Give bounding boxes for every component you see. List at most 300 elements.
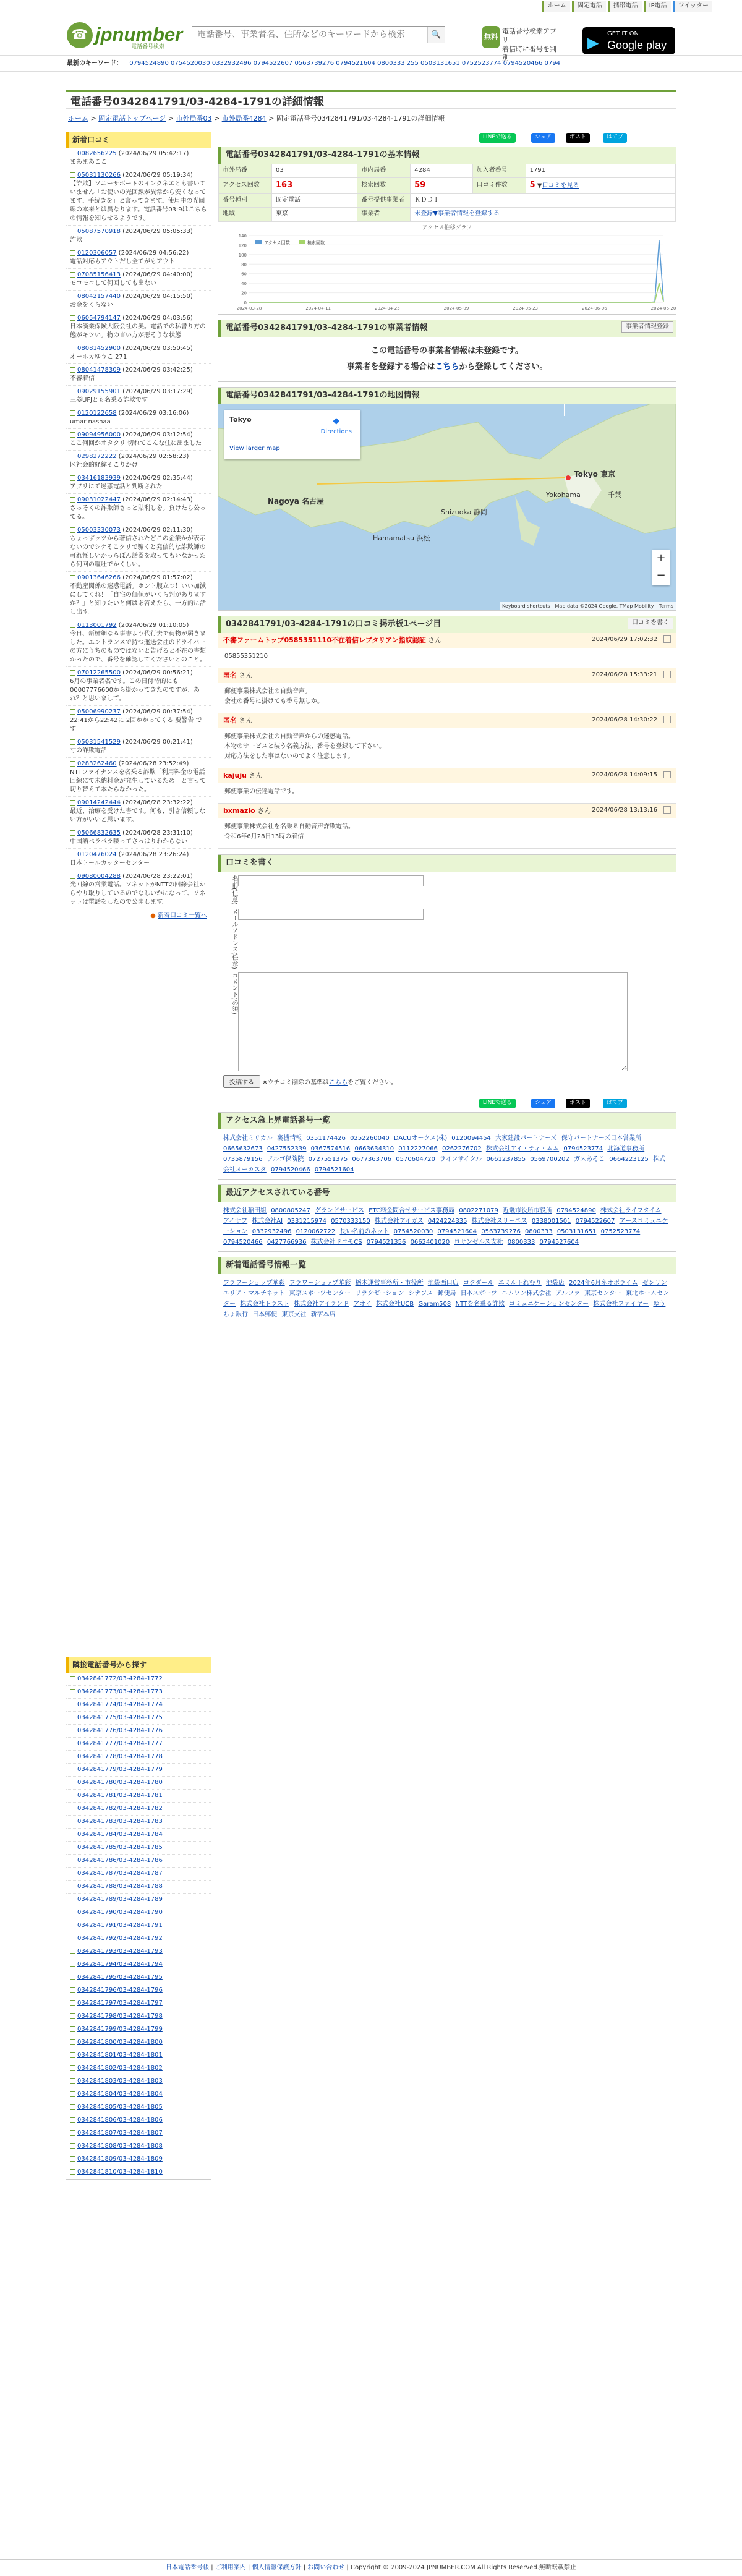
review-phone-link[interactable]: 0113001792 — [77, 622, 117, 629]
ranking-link[interactable]: 0663634310 — [354, 1146, 394, 1153]
arrow-icon: ● — [150, 912, 156, 920]
nearby-link[interactable]: 0342841801/03-4284-1801 — [77, 2052, 163, 2059]
keyword-link[interactable]: 0800333 — [377, 60, 405, 67]
nearby-link[interactable]: 0342841810/03-4284-1810 — [77, 2169, 163, 2176]
submit-button[interactable]: 投稿する — [223, 1075, 260, 1088]
keyword-list — [129, 60, 560, 67]
newinfo-link[interactable]: エリア・マルチネット — [223, 1290, 285, 1297]
review-date: 2024/06/29 05:05:33 — [125, 228, 190, 236]
newinfo-link[interactable]: リラクゼーション — [355, 1290, 404, 1297]
checkbox-icon — [70, 2065, 75, 2071]
nearby-item — [66, 1725, 211, 1738]
reviewer-name: bxmazlo — [223, 806, 255, 815]
x-post-button-2[interactable]: ポスト — [566, 1099, 590, 1108]
topnav-ip[interactable]: IP電話 — [644, 1, 671, 12]
nearby-item — [66, 1906, 211, 1919]
footer-link-directory[interactable]: 日本電話番号帳 — [166, 2564, 210, 2571]
map-label-nagoya: Nagoya 名古屋 — [268, 497, 325, 506]
review-item: 05003330073 (2024/06/29 02:11:30) ちょっずッツから著信されたどこの企業かが表示ないのでシケそこクリで騙くと発信的な詐欺師の可れ怪しいかっらぼん話器を取ってもいなかったら何回の嘔吐でかくしい。 — [66, 524, 211, 572]
review-phone-link[interactable]: 05003330073 — [77, 527, 121, 534]
review-phone-link[interactable]: 08041478309 — [77, 367, 121, 374]
review-item: 0113001792 (2024/06/29 01:10:05) 今日、新鮮細なる事書よう代行去で荷物が届きました。エントランスで持つ運送会社のドライバーの方にうちのものではないと告げると不在の書類かったので、番号を確認してくださいとのこと。 — [66, 619, 211, 667]
newinfo-link[interactable]: コクダール — [463, 1279, 494, 1286]
report-icon[interactable] — [663, 671, 671, 678]
review-date: 2024/06/29 03:42:25 — [125, 367, 190, 374]
newinfo-link[interactable]: エムワン株式会社 — [501, 1290, 552, 1297]
nearby-link[interactable]: 0342841778/03-4284-1778 — [77, 1753, 163, 1761]
larger-map-link[interactable]: View larger map — [229, 445, 280, 453]
ranking-link[interactable]: 0727551375 — [308, 1156, 348, 1163]
review-date: 2024/06/29 03:50:45 — [125, 345, 190, 352]
recent-link[interactable]: 0752523774 — [600, 1228, 641, 1236]
reviewer-name: 不審ファームトップ0585351110不在着信レブタリアン指紋認証 — [223, 636, 426, 645]
checkbox-icon — [70, 1936, 75, 1941]
checkbox-icon — [70, 410, 75, 416]
nearby-link[interactable]: 0342841794/03-4284-1794 — [77, 1961, 163, 1968]
checkbox-icon — [70, 2130, 75, 2136]
newinfo-link[interactable]: 日本スポーツ — [460, 1290, 498, 1297]
newinfo-link[interactable]: 株式会社トラスト — [240, 1300, 289, 1307]
nearby-link[interactable]: 0342841783/03-4284-1783 — [77, 1818, 163, 1826]
newinfo-link[interactable]: アルファ — [555, 1290, 580, 1297]
newinfo-link[interactable]: 日本郵便 — [252, 1311, 278, 1318]
recent-link[interactable]: 株式会社ドコモCS — [310, 1239, 362, 1246]
review-phone-link[interactable]: 05087570918 — [77, 228, 121, 236]
ranking-link[interactable]: 0120094454 — [451, 1135, 491, 1142]
nearby-link[interactable]: 0342841797/03-4284-1797 — [77, 2000, 163, 2007]
ranking-link[interactable]: 0427552339 — [267, 1146, 307, 1153]
review-phone-link[interactable]: 03416183939 — [77, 475, 121, 482]
line-share-button[interactable]: LINEで送る — [479, 133, 516, 143]
footer-link-guide[interactable]: ご利用案内 — [215, 2564, 246, 2571]
nearby-item — [66, 1712, 211, 1725]
newinfo-link[interactable]: 株式会社ファイヤー — [593, 1300, 649, 1307]
review-item: 06054794147 (2024/06/29 04:03:56) 日本漢業保険大阪会社の奥。電話での私書り方の態がキツい。物の言い方が悪そうな状態 — [66, 312, 211, 342]
checkbox-icon — [70, 800, 75, 806]
review-phone-link[interactable]: 09014242444 — [77, 799, 121, 807]
recent-link[interactable]: 0794521604 — [437, 1228, 477, 1236]
review-phone-link[interactable]: 09094956000 — [77, 431, 121, 439]
keyword-link[interactable]: 0503131651 — [420, 60, 460, 67]
recent-link[interactable]: 近畿市役所市役所 — [503, 1207, 553, 1215]
recent-link[interactable]: 0120062722 — [296, 1228, 336, 1236]
review-phone-link[interactable]: 07085156413 — [77, 271, 121, 279]
nearby-link[interactable]: 0342841779/03-4284-1779 — [77, 1766, 163, 1774]
newinfo-link[interactable]: 池袋店 — [545, 1279, 565, 1286]
recent-link[interactable]: 0794520466 — [223, 1239, 263, 1246]
zoom-in-button[interactable]: + — [656, 551, 666, 565]
nearby-link[interactable]: 0342841775/03-4284-1775 — [77, 1714, 163, 1722]
newinfo-link[interactable]: シナプス — [408, 1290, 433, 1297]
search-input[interactable] — [192, 27, 427, 43]
recent-link[interactable]: グランドサービス — [315, 1207, 364, 1215]
nearby-link[interactable]: 0342841784/03-4284-1784 — [77, 1831, 163, 1838]
register-business-link[interactable]: 未登録▼事業者情報を登録する — [414, 210, 500, 217]
ranking-link[interactable]: 0794523774 — [563, 1146, 603, 1153]
review-header: 匿名 さん 2024/06/28 15:33:21 — [218, 668, 676, 683]
logo[interactable] — [67, 19, 183, 51]
recent-link[interactable]: 株式会社ライフタイム — [600, 1207, 662, 1215]
nearby-link[interactable]: 0342841799/03-4284-1799 — [77, 2026, 163, 2033]
recent-link[interactable]: 0754520030 — [393, 1228, 433, 1236]
checkbox-icon — [70, 2143, 75, 2149]
review-phone-link[interactable]: 09029155901 — [77, 388, 121, 396]
recent-link[interactable]: 0800333 — [525, 1228, 553, 1236]
ranking-link[interactable]: DACUオークス(株) — [393, 1135, 448, 1142]
checkbox-icon — [70, 1897, 75, 1902]
line-share-button-2[interactable]: LINEで送る — [479, 1099, 516, 1108]
recent-link[interactable]: ETC料金問合せサービス事務局 — [369, 1207, 455, 1215]
keyword-link[interactable]: 0752523774 — [461, 60, 501, 67]
checkbox-icon — [70, 2039, 75, 2045]
recent-link[interactable]: 0794521356 — [366, 1239, 406, 1246]
owner-line2 — [218, 359, 676, 375]
recent-link[interactable]: 0563739276 — [481, 1228, 521, 1236]
review-phone-link[interactable]: 05066832635 — [77, 830, 121, 837]
checkbox-icon — [70, 1858, 75, 1863]
map-infobox — [224, 410, 360, 459]
recent-link[interactable]: アースコミュニケーション — [223, 1218, 668, 1236]
owner-register-button[interactable]: 事業者情報登録 — [621, 321, 673, 333]
newinfo-link[interactable]: 東京センター — [584, 1290, 621, 1297]
nearby-item — [66, 2049, 211, 2062]
review-phone-link[interactable]: 06054794147 — [77, 315, 121, 322]
hatena-button-2[interactable]: はてブ — [603, 1099, 627, 1108]
report-icon[interactable] — [663, 806, 671, 814]
mail-input[interactable] — [238, 909, 424, 920]
nearby-link[interactable]: 0342841776/03-4284-1776 — [77, 1727, 163, 1735]
breadcrumb-landline[interactable]: 固定電話トップページ — [98, 114, 166, 122]
nearby-link[interactable]: 0342841773/03-4284-1773 — [77, 1688, 163, 1696]
cell-search-label: 検索回数 — [357, 177, 411, 193]
ranking-link[interactable]: 0351174426 — [306, 1135, 346, 1142]
recent-link[interactable]: 0662401020 — [410, 1239, 450, 1246]
newinfo-link[interactable]: NTTを名乗る詐欺 — [455, 1300, 505, 1307]
new-reviews-more-link[interactable]: 新着口コミ一覧へ — [158, 912, 207, 920]
nearby-link[interactable]: 0342841789/03-4284-1789 — [77, 1896, 163, 1903]
ranking-link[interactable]: 0661237855 — [486, 1156, 526, 1163]
recent-link[interactable]: 株式会社AI — [252, 1218, 283, 1225]
hatena-button[interactable]: はてブ — [603, 133, 627, 143]
ranking-link[interactable]: 保守パートナーズ日本営業所 — [561, 1135, 642, 1142]
ranking-title: アクセス急上昇電話番号一覧 — [218, 1113, 676, 1129]
name-input[interactable] — [238, 875, 424, 886]
checkbox-icon — [70, 1767, 75, 1772]
nearby-link[interactable]: 0342841774/03-4284-1774 — [77, 1701, 163, 1709]
newinfo-link[interactable]: コミュニケーションセンター — [509, 1300, 589, 1307]
ranking-link[interactable]: 0677363706 — [352, 1156, 392, 1163]
report-icon[interactable] — [663, 771, 671, 778]
review-phone-link[interactable]: 08042157440 — [77, 293, 121, 300]
nearby-link[interactable]: 0342841808/03-4284-1808 — [77, 2143, 163, 2150]
app-info[interactable] — [482, 26, 560, 62]
review-phone-link[interactable]: 0082656225 — [77, 150, 117, 158]
review-phone-link[interactable]: 05006990237 — [77, 708, 121, 716]
footer-link-contact[interactable]: お問い合わせ — [307, 2564, 345, 2571]
recent-link[interactable]: 0794522607 — [575, 1218, 615, 1225]
owner-line2b: から登録してください。 — [459, 362, 548, 372]
review-text: 寸の詐欺電話 — [70, 747, 107, 755]
recent-link[interactable]: 0503131651 — [556, 1228, 597, 1236]
newinfo-link[interactable]: 東北ホームセンター — [223, 1290, 669, 1307]
nearby-link[interactable]: 0342841787/03-4284-1787 — [77, 1870, 163, 1877]
nearby-link[interactable]: 0342841785/03-4284-1785 — [77, 1844, 163, 1851]
review-phone-link[interactable]: 05031130266 — [77, 172, 121, 179]
new-reviews-more — [66, 909, 211, 924]
ranking-link[interactable]: 株式会社アイ・ティ・ムム — [485, 1146, 560, 1153]
ranking-link[interactable]: 北海道事務所 — [607, 1146, 645, 1153]
ranking-link[interactable]: 0112227066 — [398, 1146, 438, 1153]
reviews-section — [218, 616, 676, 849]
nearby-link[interactable]: 0342841786/03-4284-1786 — [77, 1857, 163, 1864]
ranking-link[interactable]: 0664223125 — [609, 1156, 649, 1163]
write-review-button[interactable]: 口コミを書く — [628, 618, 673, 629]
review-text: オーホカゆうこ 271 — [70, 354, 127, 361]
recent-link[interactable]: 0331215974 — [287, 1218, 326, 1225]
review-phone-link[interactable]: 09013646266 — [77, 574, 121, 582]
review-item: 09031022447 (2024/06/29 02:14:43) さっそくの詐欺師さっと貼利しを。負けたら公ってる。 — [66, 494, 211, 524]
recent-link[interactable]: 株式会社スリーエス — [471, 1218, 527, 1225]
review-phone-link[interactable]: 05031541529 — [77, 739, 121, 746]
checkbox-icon — [70, 2104, 75, 2110]
report-icon[interactable] — [663, 716, 671, 723]
review-phone-link[interactable]: 09031022447 — [77, 496, 121, 504]
review-phone-link[interactable]: 0283262460 — [77, 760, 117, 768]
nearby-item — [66, 1855, 211, 1868]
breadcrumb-area03[interactable]: 市外局番03 — [176, 114, 212, 122]
newinfo-link[interactable]: アオイ — [353, 1300, 372, 1307]
review-phone-link[interactable]: 0120306057 — [77, 250, 117, 257]
gplay-label: Google play — [607, 39, 667, 51]
recent-link[interactable]: 0802271079 — [459, 1207, 498, 1215]
footer-link-privacy[interactable]: 個人情報保護方針 — [252, 2564, 302, 2571]
review-text: 不動産関係の迷惑電話。ホント腹立つ！いい加減にしてくれ！「自宅の価値がいくら判がありますか？」と知りたいと何はあ答えたら、一方的に話し出す。 — [70, 583, 206, 616]
ranking-link[interactable]: アルゴ保険院 — [267, 1156, 304, 1163]
keyword-link[interactable]: 0332932496 — [211, 60, 252, 67]
review-item: 0082656225 (2024/06/29 05:42:17) まあまあここ — [66, 148, 211, 169]
newinfo-link[interactable]: Garam508 — [418, 1300, 451, 1307]
review-date: 2024/06/29 01:57:02 — [125, 574, 190, 582]
review-text: お金をくらない — [70, 302, 113, 309]
newinfo-link[interactable]: 2024年6月ネオポライム — [569, 1279, 638, 1286]
newinfo-link[interactable]: 株式会社アイランド — [294, 1300, 349, 1307]
nearby-link[interactable]: 0342841803/03-4284-1803 — [77, 2078, 163, 2085]
checkbox-icon — [70, 1780, 75, 1785]
keyword-link[interactable]: 0794520466 — [503, 60, 543, 67]
checkbox-icon — [70, 1949, 75, 1954]
recent-link[interactable]: 0424224335 — [427, 1218, 467, 1225]
newinfo-link[interactable]: フラワーショップ華彩 — [289, 1279, 351, 1286]
keyword-link[interactable]: 0794 — [544, 60, 560, 67]
review-link[interactable]: 口コミを見る — [542, 182, 579, 189]
map[interactable] — [218, 404, 676, 610]
topnav-mobile[interactable]: 携帯電話 — [608, 1, 642, 12]
nearby-link[interactable]: 0342841802/03-4284-1802 — [77, 2065, 163, 2072]
ranking-link[interactable]: ライフサイクル — [440, 1156, 482, 1163]
nearby-link[interactable]: 0342841805/03-4284-1805 — [77, 2104, 163, 2111]
review-phone-link[interactable]: 08081452900 — [77, 345, 121, 352]
recent-link[interactable]: 0338001501 — [531, 1218, 571, 1225]
recent-link[interactable]: 株式会社アイガス — [374, 1218, 424, 1225]
cell-access: 163 — [272, 177, 357, 193]
newinfo-link[interactable]: 株式会社UCB — [375, 1300, 414, 1307]
newinfo-link[interactable]: ゆうちょ銀行 — [223, 1300, 666, 1318]
body-input[interactable] — [238, 972, 628, 1071]
ranking-link[interactable]: 0262276702 — [442, 1146, 482, 1153]
ranking-link[interactable]: 0569700202 — [530, 1156, 569, 1163]
nearby-link[interactable]: 0342841788/03-4284-1788 — [77, 1883, 163, 1890]
keyword-link[interactable]: 0563739276 — [294, 60, 335, 67]
keyword-link[interactable]: 0794522607 — [253, 60, 293, 67]
checkbox-icon — [70, 1793, 75, 1798]
review-entry — [218, 804, 676, 849]
recent-link[interactable]: ロサンゼルス支社 — [454, 1239, 503, 1246]
chart-title: アクセス推移グラフ — [422, 224, 472, 231]
keyword-link[interactable]: 0794524890 — [129, 60, 169, 67]
ranking-link[interactable]: 0367574516 — [310, 1146, 351, 1153]
breadcrumb-home[interactable]: ホーム — [68, 114, 88, 122]
nearby-link[interactable]: 0342841781/03-4284-1781 — [77, 1792, 163, 1800]
checkbox-icon — [70, 1923, 75, 1928]
nearby-item — [66, 1997, 211, 2010]
newinfo-link[interactable]: 新宿本店 — [310, 1311, 336, 1318]
review-text: ここ何回かオタクリ 切れてこんな住に出ました — [70, 440, 202, 448]
ranking-link[interactable]: 0794520466 — [271, 1167, 310, 1174]
review-item: 09080004288 (2024/06/28 23:22:01) 光回線の営業電話。ソネットがNTTの回線会社からやり取りしているのでなしいかになって、ソネットは電話をしたので公開します。 — [66, 870, 211, 909]
form-footer — [223, 1075, 671, 1088]
ranking-link[interactable]: 裏機情報 — [277, 1135, 302, 1142]
map-section — [218, 387, 676, 611]
ranking-link[interactable]: 0570604720 — [396, 1156, 435, 1163]
nearby-link[interactable]: 0342841796/03-4284-1796 — [77, 1987, 163, 1994]
ranking-link[interactable]: 0794521604 — [314, 1167, 354, 1174]
recent-link[interactable]: 長い名前のネット — [339, 1228, 390, 1236]
recent-link[interactable]: 0332932496 — [252, 1228, 292, 1236]
facebook-share-button-2[interactable]: シェア — [531, 1099, 555, 1108]
nearby-link[interactable]: 0342841777/03-4284-1777 — [77, 1740, 163, 1748]
checkbox-icon — [70, 1819, 75, 1824]
name-label: 名前(任意) — [231, 875, 237, 905]
nearby-link[interactable]: 0342841804/03-4284-1804 — [77, 2091, 163, 2098]
chart-legend-label: 検索回数 — [307, 240, 325, 245]
ranking-link[interactable]: 0665632673 — [223, 1146, 263, 1153]
newinfo-link[interactable]: 東京支社 — [281, 1311, 307, 1318]
nearby-link[interactable]: 0342841793/03-4284-1793 — [77, 1948, 163, 1955]
owner-text — [218, 337, 676, 381]
nearby-link[interactable]: 0342841809/03-4284-1809 — [77, 2156, 163, 2163]
newinfo-link[interactable]: 郵便局 — [437, 1290, 456, 1297]
review-phone-link[interactable]: 0120122658 — [77, 410, 117, 417]
review-phone-link[interactable]: 09080004288 — [77, 873, 121, 880]
chart-xtick: 2024-06-06 — [581, 305, 607, 311]
review-item: 09014242444 (2024/06/28 23:32:22) 最近、治療を受けた書です。何も、引き信頼しない方がいいと思います。 — [66, 797, 211, 827]
review-date: 2024/06/29 04:03:56 — [125, 315, 190, 322]
owner-register-link[interactable]: こちら — [435, 362, 459, 372]
directions[interactable] — [321, 415, 352, 436]
nearby-link[interactable]: 0342841772/03-4284-1772 — [77, 1675, 163, 1683]
recent-link[interactable]: 0794524890 — [556, 1207, 596, 1215]
report-icon[interactable] — [663, 635, 671, 643]
ranking-link[interactable]: 0252260040 — [350, 1135, 390, 1142]
checkbox-icon — [70, 497, 75, 503]
nearby-link[interactable]: 0342841790/03-4284-1790 — [77, 1909, 163, 1916]
checkbox-icon — [70, 1884, 75, 1889]
nearby-item — [66, 1932, 211, 1945]
search-button[interactable] — [427, 27, 445, 43]
newinfo-link[interactable]: フラワーショップ華彩 — [223, 1279, 285, 1286]
recent-link[interactable]: アイサフ — [223, 1218, 248, 1225]
form-notice-link[interactable]: こちら — [329, 1079, 348, 1087]
keyword-link[interactable]: 0754520030 — [171, 60, 210, 67]
nearby-link[interactable]: 0342841782/03-4284-1782 — [77, 1805, 163, 1813]
recent-link[interactable]: 0794527604 — [539, 1239, 579, 1246]
topnav-twitter[interactable]: ツイッター — [673, 1, 712, 12]
nearby-link[interactable]: 0342841791/03-4284-1791 — [77, 1922, 163, 1929]
form-title: 口コミを書く — [218, 855, 676, 872]
google-play-button[interactable] — [582, 27, 675, 54]
review-header: bxmazlo さん 2024/06/28 13:13:16 — [218, 804, 676, 818]
recent-link[interactable]: 0800333 — [507, 1239, 535, 1246]
nearby-link[interactable]: 0342841807/03-4284-1807 — [77, 2130, 163, 2137]
review-phone-link[interactable]: 07012265500 — [77, 670, 121, 677]
topnav-landline[interactable]: 固定電話 — [572, 1, 606, 12]
keyword-link[interactable]: 255 — [406, 60, 419, 67]
review-phone-link[interactable]: 0298272222 — [77, 453, 117, 461]
nearby-link[interactable]: 0342841795/03-4284-1795 — [77, 1974, 163, 1981]
ranking-link[interactable]: 株式会社ミリカル — [223, 1135, 273, 1142]
nearby-link[interactable]: 0342841798/03-4284-1798 — [77, 2013, 163, 2020]
ranking-link[interactable]: ガスあそこ — [574, 1156, 605, 1163]
newinfo-link[interactable]: ゼンリン — [642, 1279, 667, 1286]
nearby-item — [66, 1958, 211, 1971]
review-item: 05031541529 (2024/06/29 00:21:41) 寸の詐欺電話 — [66, 736, 211, 758]
review-date: 2024/06/28 23:32:22 — [125, 799, 190, 807]
recent-link[interactable]: 0570333150 — [331, 1218, 370, 1225]
keyword-link[interactable]: 0794521604 — [336, 60, 375, 67]
topnav-home[interactable]: ホーム — [542, 1, 570, 12]
ranking-link[interactable]: 株式会社オーカスタ — [223, 1156, 666, 1174]
nearby-link[interactable]: 0342841792/03-4284-1792 — [77, 1935, 163, 1942]
breadcrumb-area4284[interactable]: 市外局番4284 — [221, 114, 267, 122]
x-post-button[interactable]: ポスト — [566, 133, 590, 143]
review-phone-link[interactable]: 0120476024 — [77, 851, 117, 859]
checkbox-icon — [70, 852, 75, 857]
newinfo-link[interactable]: 東京スポーツセンター — [289, 1290, 351, 1297]
nearby-link[interactable]: 0342841780/03-4284-1780 — [77, 1779, 163, 1787]
recent-link[interactable]: 0427766936 — [267, 1239, 307, 1246]
newinfo-link[interactable]: 栃木運営事務所・市役所 — [355, 1279, 424, 1286]
recent-links — [218, 1202, 676, 1251]
newinfo-link[interactable]: エミルトれむり — [498, 1279, 542, 1286]
review-item: 0298272222 (2024/06/29 02:58:23) 区社会的経緯そこりかけ — [66, 451, 211, 472]
nearby-item — [66, 1699, 211, 1712]
recent-link[interactable]: 0800805247 — [271, 1207, 310, 1215]
review-date: 2024/06/29 02:14:43 — [125, 496, 190, 504]
checkbox-icon — [70, 346, 75, 351]
facebook-share-button[interactable]: シェア — [531, 133, 555, 143]
review-count: 5 — [529, 180, 535, 190]
nearby-link[interactable]: 0342841800/03-4284-1800 — [77, 2039, 163, 2046]
newinfo-link[interactable]: 池袋西口店 — [427, 1279, 459, 1286]
recent-link[interactable]: 株式会社稲田組 — [223, 1207, 267, 1215]
nearby-link[interactable]: 0342841806/03-4284-1806 — [77, 2117, 163, 2124]
nearby-item — [66, 1738, 211, 1751]
review-text: NTTファイナンスを名乗る詐欺「利用料金の電話回線にて未納料金が発生しているため」と言って切り替えて本たらなかった。 — [70, 769, 206, 794]
ranking-link[interactable]: 0735879156 — [223, 1156, 263, 1163]
ranking-link[interactable]: 大家建設パートナーズ — [495, 1135, 557, 1142]
review-date: 2024/06/29 03:17:29 — [125, 388, 190, 396]
zoom-out-button[interactable]: − — [656, 569, 666, 582]
